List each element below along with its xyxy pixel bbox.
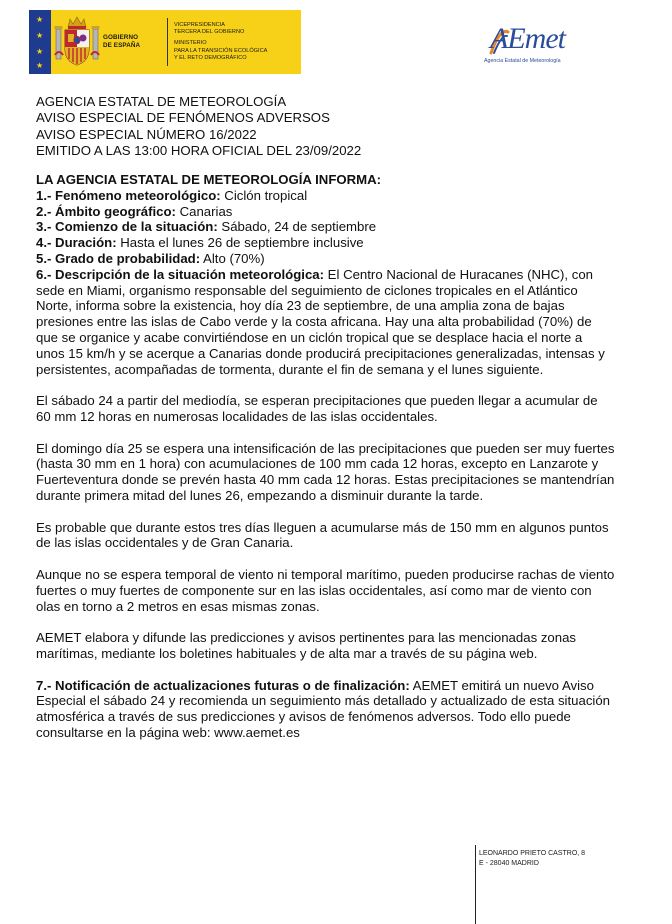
list-item xyxy=(36,188,636,204)
vicepresidency-line: VICEPRESIDENCIA xyxy=(174,21,225,28)
description-line xyxy=(36,267,636,283)
agency-line: AGENCIA ESTATAL DE METEOROLOGÍA xyxy=(36,94,287,109)
description-line: presiones entre las islas de Cabo verde y la costa africana. Hay una alta probabilidad (70%) de xyxy=(36,314,592,330)
paragraph-line: AEMET elabora y difunde las predicciones y avisos pertinentes para las mencionadas zonas xyxy=(36,630,577,646)
description-label: 6.- Descripción de la situación meteorológica: xyxy=(36,266,325,282)
government-logo-block xyxy=(29,10,301,74)
government-name-line: GOBIERNO xyxy=(103,34,139,41)
government-name xyxy=(103,10,167,74)
paragraph-line: olas en torno a 2 metros en esas mismas zonas. xyxy=(36,598,320,614)
aemet-wordmark: AEmet xyxy=(490,22,565,55)
body-title: LA AGENCIA ESTATAL DE METEOROLOGÍA INFORMA: xyxy=(36,172,382,187)
item-label: 5.- Grado de probabilidad: xyxy=(36,250,201,266)
list-item xyxy=(36,204,636,220)
paragraph-line: Fuerteventura donde se prevén hasta 40 mm cada 12 horas. Estas precipitaciones se mantendrían xyxy=(36,472,615,488)
notification-line xyxy=(36,678,636,694)
item-value: Alto (70%) xyxy=(200,250,265,266)
coat-of-arms-icon xyxy=(51,10,103,74)
item-value: Hasta el lunes 26 de septiembre inclusive xyxy=(116,235,364,251)
ministry-line: Y EL RETO DEMOGRÁFICO xyxy=(174,54,247,61)
item-label: 4.- Duración: xyxy=(36,235,117,251)
paragraph-line: fuertes o muy fuertes de componente sur en las islas occidentales, así como mar de viento con xyxy=(36,582,592,598)
document-heading xyxy=(36,94,636,159)
address-line: LEONARDO PRIETO CASTRO, 8 xyxy=(479,850,586,857)
header-divider xyxy=(167,18,168,66)
description-line: persistentes, acompañadas de tormenta, durante el fin de semana y el lunes siguiente. xyxy=(36,361,544,377)
notice-type-line: AVISO ESPECIAL DE FENÓMENOS ADVERSOS xyxy=(36,110,330,126)
notice-number-line: AVISO ESPECIAL NÚMERO 16/2022 xyxy=(36,126,257,142)
item-label: 3.- Comienzo de la situación: xyxy=(36,219,218,235)
list-item xyxy=(36,235,636,251)
footer-divider xyxy=(475,845,476,924)
item-value: Sábado, 24 de septiembre xyxy=(217,219,377,235)
description-line: que se organice y acabe convirtiéndose en un ciclón tropical que se desplace hacia el norte a xyxy=(36,329,583,345)
government-name-line: DE ESPAÑA xyxy=(103,42,141,49)
paragraph-line: Es probable que durante estos tres días lleguen a acumularse más de 150 mm en algunos puntos xyxy=(36,519,609,535)
footer-address xyxy=(479,849,585,869)
description-line: sede en Miami, organismo responsable del seguimiento de ciclones tropicales en el Atlántico xyxy=(36,282,578,298)
item-label: 1.- Fenómeno meteorológico: xyxy=(36,187,221,203)
ministry-line: MINISTERIO xyxy=(174,40,207,47)
list-item xyxy=(36,219,636,235)
notification-line: atmosférica a través de sus predicciones y avisos de fenómenos adversos. Todo ello puede xyxy=(36,709,571,725)
description-line: Norte, informa sobre la existencia, hoy día 23 de septiembre, de una amplia zona de bajas xyxy=(36,298,565,314)
description-text: El Centro Nacional de Huracanes (NHC), con xyxy=(324,266,594,282)
address-line: E - 28040 MADRID xyxy=(479,860,539,867)
paragraph-line: (hasta 30 mm en 1 hora) con acumulaciones de 100 mm cada 12 horas, excepto en Lanzarote y xyxy=(36,456,599,472)
eu-flag-icon: ★ ★ ★ ★ xyxy=(29,10,51,74)
aemet-logo xyxy=(484,22,578,70)
item-label: 2.- Ámbito geográfico: xyxy=(36,203,176,219)
ministry-names xyxy=(174,10,301,74)
list-item xyxy=(36,251,636,267)
paragraph-line: El sábado 24 a partir del mediodía, se esperan precipitaciones que pueden llegar a acumular de xyxy=(36,393,598,409)
aemet-subtitle: Agencia Estatal de Meteorología xyxy=(484,58,561,64)
paragraph-line: de las islas occidentales y de Gran Canaria. xyxy=(36,535,294,551)
paragraph-line: durante primera mitad del lunes 26, empezando a disminuir durante la tarde. xyxy=(36,487,484,503)
vicepresidency-line: TERCERA DEL GOBIERNO xyxy=(174,29,245,36)
notification-line: Especial el sábado 24 y recomienda un seguimiento más detallado y actualizado de esta situación xyxy=(36,693,611,709)
notification-label: 7.- Notificación de actualizaciones futuras o de finalización: xyxy=(36,677,410,693)
paragraph-line: Aunque no se espera temporal de viento ni temporal marítimo, pueden producirse rachas de viento xyxy=(36,566,615,582)
item-value: Canarias xyxy=(175,203,233,219)
description-line: unos 15 km/h y se acerque a Canarias donde producirá precipitaciones generalizadas, intensas y xyxy=(36,345,605,361)
notification-text: AEMET emitirá un nuevo Aviso xyxy=(409,677,594,693)
paragraph-line: marítimas, mediante los boletines habituales y de alta mar a través de su página web. xyxy=(36,645,538,661)
notice-body xyxy=(36,172,636,741)
paragraph-line: 60 mm 12 horas en numerosas localidades de las islas occidentales. xyxy=(36,408,438,424)
paragraph-line: El domingo día 25 se espera una intensificación de las precipitaciones que pueden ser muy fuertes xyxy=(36,440,615,456)
item-value: Ciclón tropical xyxy=(220,187,308,203)
ministry-line: PARA LA TRANSICIÓN ECOLÓGICA xyxy=(174,47,268,54)
issued-time-line: EMITIDO A LAS 13:00 HORA OFICIAL DEL 23/09/2022 xyxy=(36,142,362,158)
notification-line: consultarse en la página web: www.aemet.es xyxy=(36,724,300,740)
